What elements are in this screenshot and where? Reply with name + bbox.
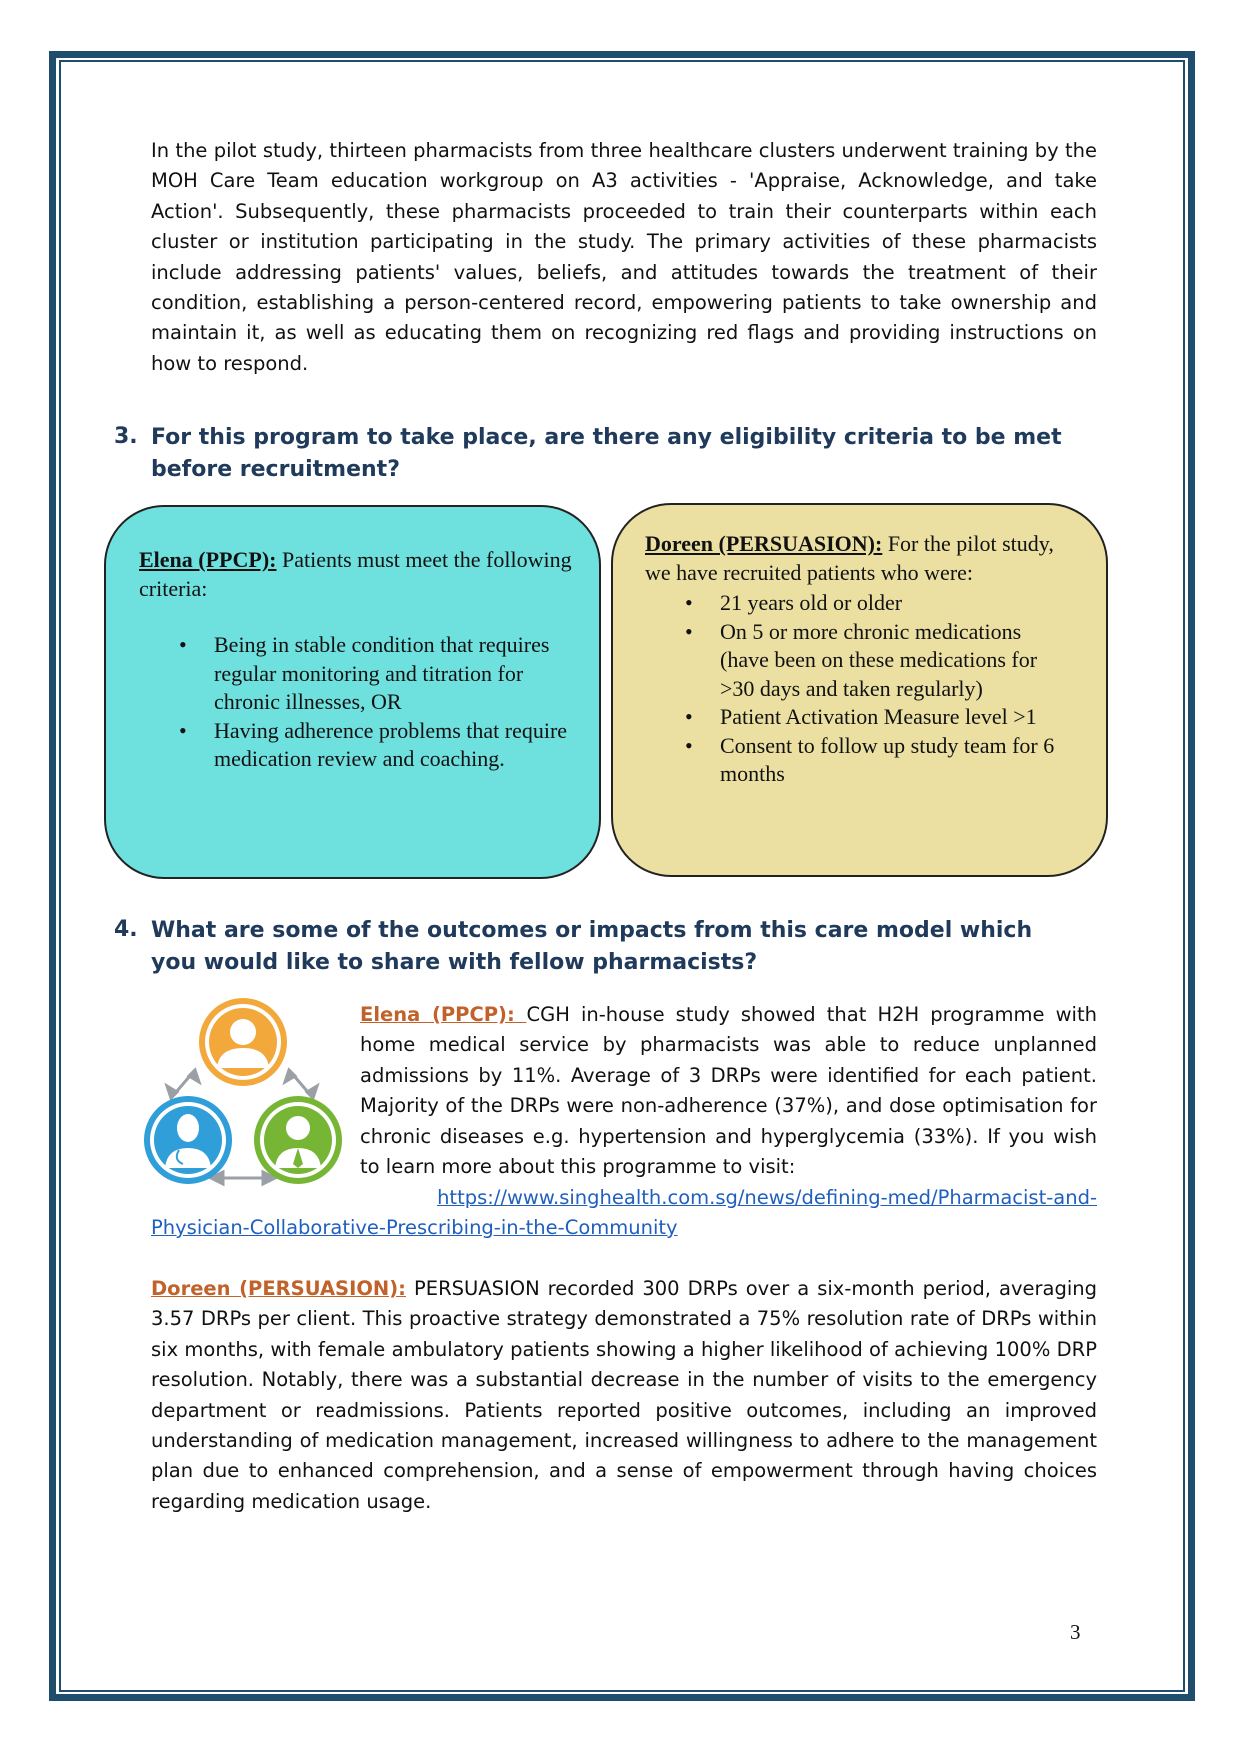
question-4-number: 4. xyxy=(114,917,138,942)
program-link-part-1[interactable]: https://www.singhealth.com.sg/news/defining-med/Pharmacist-and- xyxy=(437,1186,1097,1209)
elena-outcome-text: CGH in-house study showed that H2H programme with home medical service by pharmacists was able to reduce unplanned admissions by 11%. Average of 3 DRPs were identified for each patient. Majority of the DRPs were non-adherence (37%), and dose optimisation for chronic diseases e.g. hypertension and hyperglycemia (33%). If you wish to learn more about this programme to visit: xyxy=(360,1003,1097,1179)
intro-paragraph: In the pilot study, thirteen pharmacists from three healthcare clusters underwent training by the MOH Care Team education workgroup on A3 activities - 'Appraise, Acknowledge, and take Action'. Subsequently, these pharmacists proceeded to train their counterparts within each cluster or institution participating in the study. The primary activities of these pharmacists include addressing patients' values, beliefs, and attitudes towards the treatment of their condition, establishing a person-centered record, empowering patients to take ownership and maintain it, as well as educating them on recognizing red flags and providing instructions on how to respond. xyxy=(151,139,1097,375)
question-3-heading: For this program to take place, are there any eligibility criteria to be met before recruitment? xyxy=(151,425,1062,482)
elena-criteria-text: Patients must meet the following criteria: xyxy=(139,547,572,601)
doreen-outcome-text: PERSUASION recorded 300 DRPs over a six-month period, averaging 3.57 DRPs per client. This proactive strategy demonstrated a 75% resolution rate of DRPs within six months, with female ambulatory patients showing a higher likelihood of achieving 100% DRP resolution. Notably, there was a substantial decrease in the number of visits to the emergency department or readmissions. Patients reported positive outcomes, including an improved understanding of medication management, increased willingness to adhere to the management plan due to enhanced comprehension, and a sense of empowerment through having choices regarding medication usage. xyxy=(151,1277,1097,1513)
elena-criteria-intro xyxy=(139,546,579,603)
doreen-criteria-intro xyxy=(645,530,1075,587)
doreen-outcome-paragraph xyxy=(151,1274,1097,1517)
program-link-line-2 xyxy=(151,1213,1097,1243)
patient-icon xyxy=(199,998,287,1086)
page-number: 3 xyxy=(1070,1620,1081,1644)
elena-criteria-content xyxy=(139,546,579,774)
question-4-heading: What are some of the outcomes or impacts from this care model which you would like to share with fellow pharmacists? xyxy=(151,918,1033,975)
doreen-criteria-text: For the pilot study, we have recruited patients who were: xyxy=(645,531,1054,585)
doreen-criteria-item: • 21 years old or older xyxy=(645,589,1075,618)
pharmacist-icon xyxy=(254,1096,342,1184)
doreen-name: Doreen (PERSUASION): xyxy=(645,531,883,556)
elena-outcome-name: Elena (PPCP): xyxy=(360,1003,527,1026)
doreen-criteria-list xyxy=(645,589,1075,789)
question-3-number: 3. xyxy=(114,424,138,449)
doreen-criteria-item: • On 5 or more chronic medications (have been on these medications for >30 days and taken regularly) xyxy=(645,618,1075,704)
doreen-outcome-name: Doreen (PERSUASION): xyxy=(151,1277,406,1300)
doreen-criteria-content xyxy=(645,530,1075,789)
program-link-line-1 xyxy=(151,1183,1097,1213)
doctor-icon xyxy=(144,1096,232,1184)
elena-name: Elena (PPCP): xyxy=(139,547,277,572)
elena-outcome-paragraph xyxy=(360,1000,1097,1182)
care-team-illustration xyxy=(143,998,343,1190)
doreen-criteria-item: • Consent to follow up study team for 6 months xyxy=(645,732,1075,789)
program-link-part-2[interactable]: Physician-Collaborative-Prescribing-in-the-Community xyxy=(151,1216,678,1239)
elena-criteria-item: • Being in stable condition that requires regular monitoring and titration for chronic illnesses, OR xyxy=(139,631,579,717)
doreen-criteria-item: • Patient Activation Measure level >1 xyxy=(645,703,1075,732)
elena-criteria-item: • Having adherence problems that require medication review and coaching. xyxy=(139,717,579,774)
elena-criteria-list xyxy=(139,631,579,774)
